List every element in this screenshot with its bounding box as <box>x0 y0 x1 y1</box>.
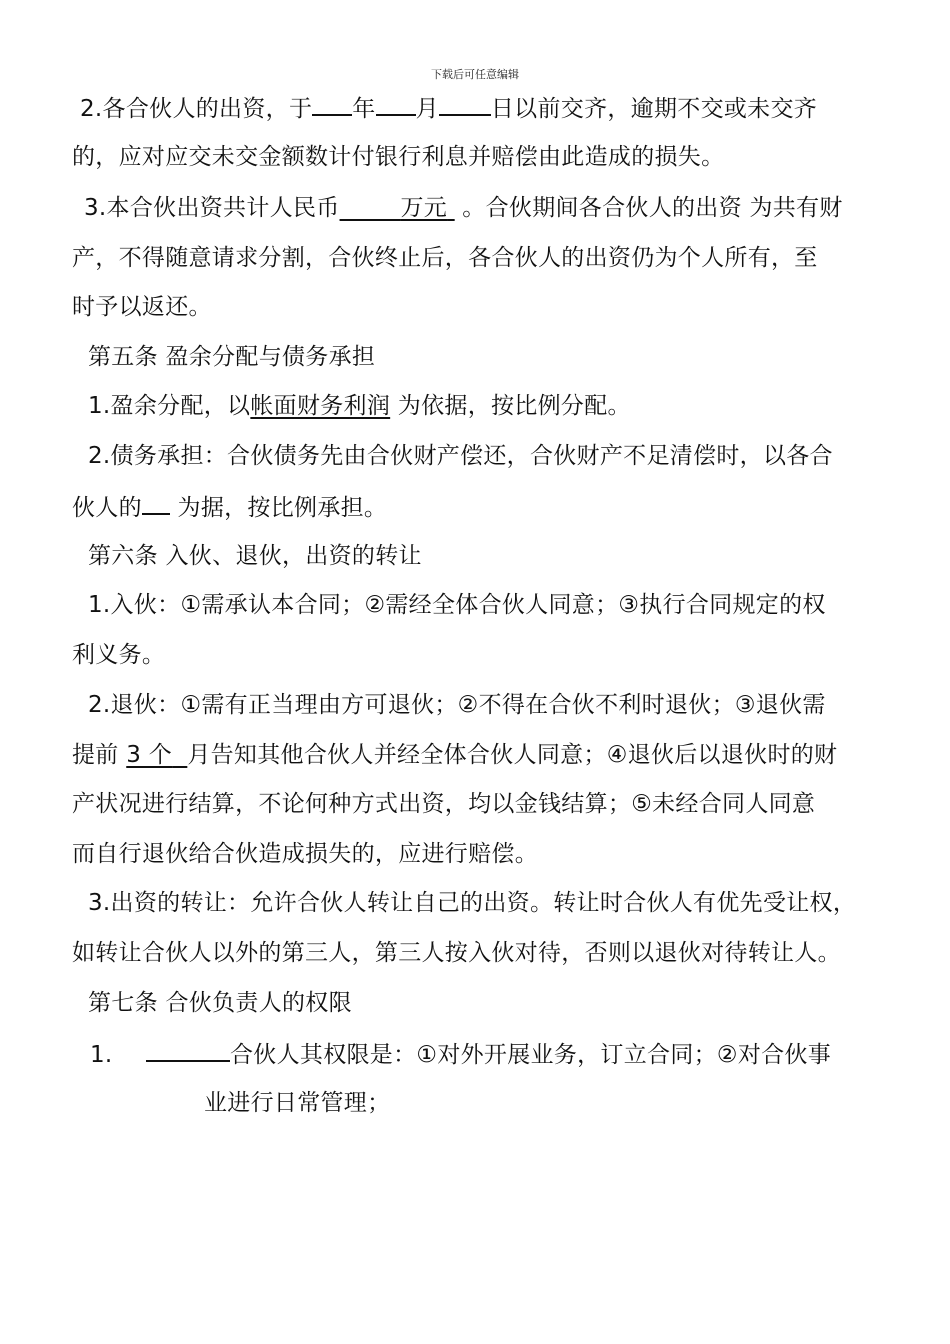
text-segment: 提前 <box>72 742 119 768</box>
clause-4-item-3-line-3: 时予以返还。 <box>72 294 212 320</box>
clause-5-item-1 <box>88 391 631 421</box>
clause-4-item-3-line-2: 产，不得随意请求分割，合伙终止后，各合伙人的出资仍为个人所有，至 <box>72 245 818 271</box>
text-segment: 伙人的 <box>72 495 142 521</box>
amount-unit-field <box>340 195 455 221</box>
blank-partner-name <box>146 1038 230 1062</box>
text-segment: 1.盈余分配，以 <box>88 393 251 419</box>
text-segment: 3.本合伙出资共计人民币 <box>84 195 340 221</box>
clause-5-item-2-line-2 <box>72 491 387 523</box>
clause-5-heading: 第五条 盈余分配与债务承担 <box>88 344 376 370</box>
blank-year <box>312 92 352 116</box>
text-segment: 为据，按比例承担。 <box>177 495 388 521</box>
profit-basis-field: 帐面财务利润 <box>250 393 391 419</box>
clause-6-item-1-line-2: 利义务。 <box>72 642 166 668</box>
text-segment: 为依据，按比例分配。 <box>397 393 631 419</box>
blank-month <box>376 92 416 116</box>
text-segment: 2.各合伙人的出资，于 <box>80 96 313 122</box>
blank-basis <box>142 491 170 515</box>
clause-7-item-1-line-1 <box>90 1038 831 1070</box>
clause-6-item-3-line-1: 3.出资的转让：允许合伙人转让自己的出资。转让时合伙人有优先受让权， <box>88 890 857 916</box>
text-segment: 。合伙期间各合伙人的出资 为共有财 <box>462 195 843 221</box>
text-segment: 月 <box>415 96 439 122</box>
clause-5-item-2-line-1: 2.债务承担：合伙债务先由合伙财产偿还，合伙财产不足清偿时，以各合 <box>88 443 833 469</box>
clause-6-item-1-line-1: 1.入伙：①需承认本合同；②需经全体合伙人同意；③执行合同规定的权 <box>88 592 826 618</box>
clause-4-item-2-line-1 <box>80 92 817 124</box>
item-number: 1. <box>90 1042 113 1068</box>
blank-day <box>439 92 491 116</box>
notice-period-field <box>126 742 187 768</box>
clause-6-item-2-line-1: 2.退伙：①需有正当理由方可退伙；②不得在合伙不利时退伙；③退伙需 <box>88 692 826 718</box>
clause-6-item-2-line-4: 而自行退伙给合伙造成损失的，应进行赔偿。 <box>72 841 538 867</box>
clause-6-heading: 第六条 入伙、退伙，出资的转让 <box>88 543 422 569</box>
clause-6-item-2-line-2 <box>72 740 837 770</box>
notice-period-text: 3 个 <box>126 742 173 768</box>
text-segment: 日以前交齐，逾期不交或未交齐 <box>490 96 818 122</box>
text-segment: 合伙人其权限是：①对外开展业务，订立合同；②对合伙事 <box>230 1042 832 1068</box>
clause-6-item-2-line-3: 产状况进行结算，不论何种方式出资，均以金钱结算；⑤未经合同人同意 <box>72 791 816 817</box>
clause-7-item-1-line-2: 业进行日常管理； <box>204 1090 391 1116</box>
amount-unit-text: 万元 <box>400 195 448 221</box>
clause-6-item-3-line-2: 如转让合伙人以外的第三人，第三人按入伙对待，否则以退伙对待转让人。 <box>72 940 841 966</box>
text-segment: 月告知其他合伙人并经全体合伙人同意；④退伙后以退伙时的财 <box>187 742 838 768</box>
text-segment: 年 <box>352 96 376 122</box>
page-header-note: 下载后可任意编辑 <box>431 68 519 81</box>
clause-4-item-2-line-2: 的，应对应交未交金额数计付银行利息并赔偿由此造成的损失。 <box>72 144 725 170</box>
clause-4-item-3-line-1 <box>84 193 843 223</box>
clause-7-heading: 第七条 合伙负责人的权限 <box>88 990 352 1016</box>
